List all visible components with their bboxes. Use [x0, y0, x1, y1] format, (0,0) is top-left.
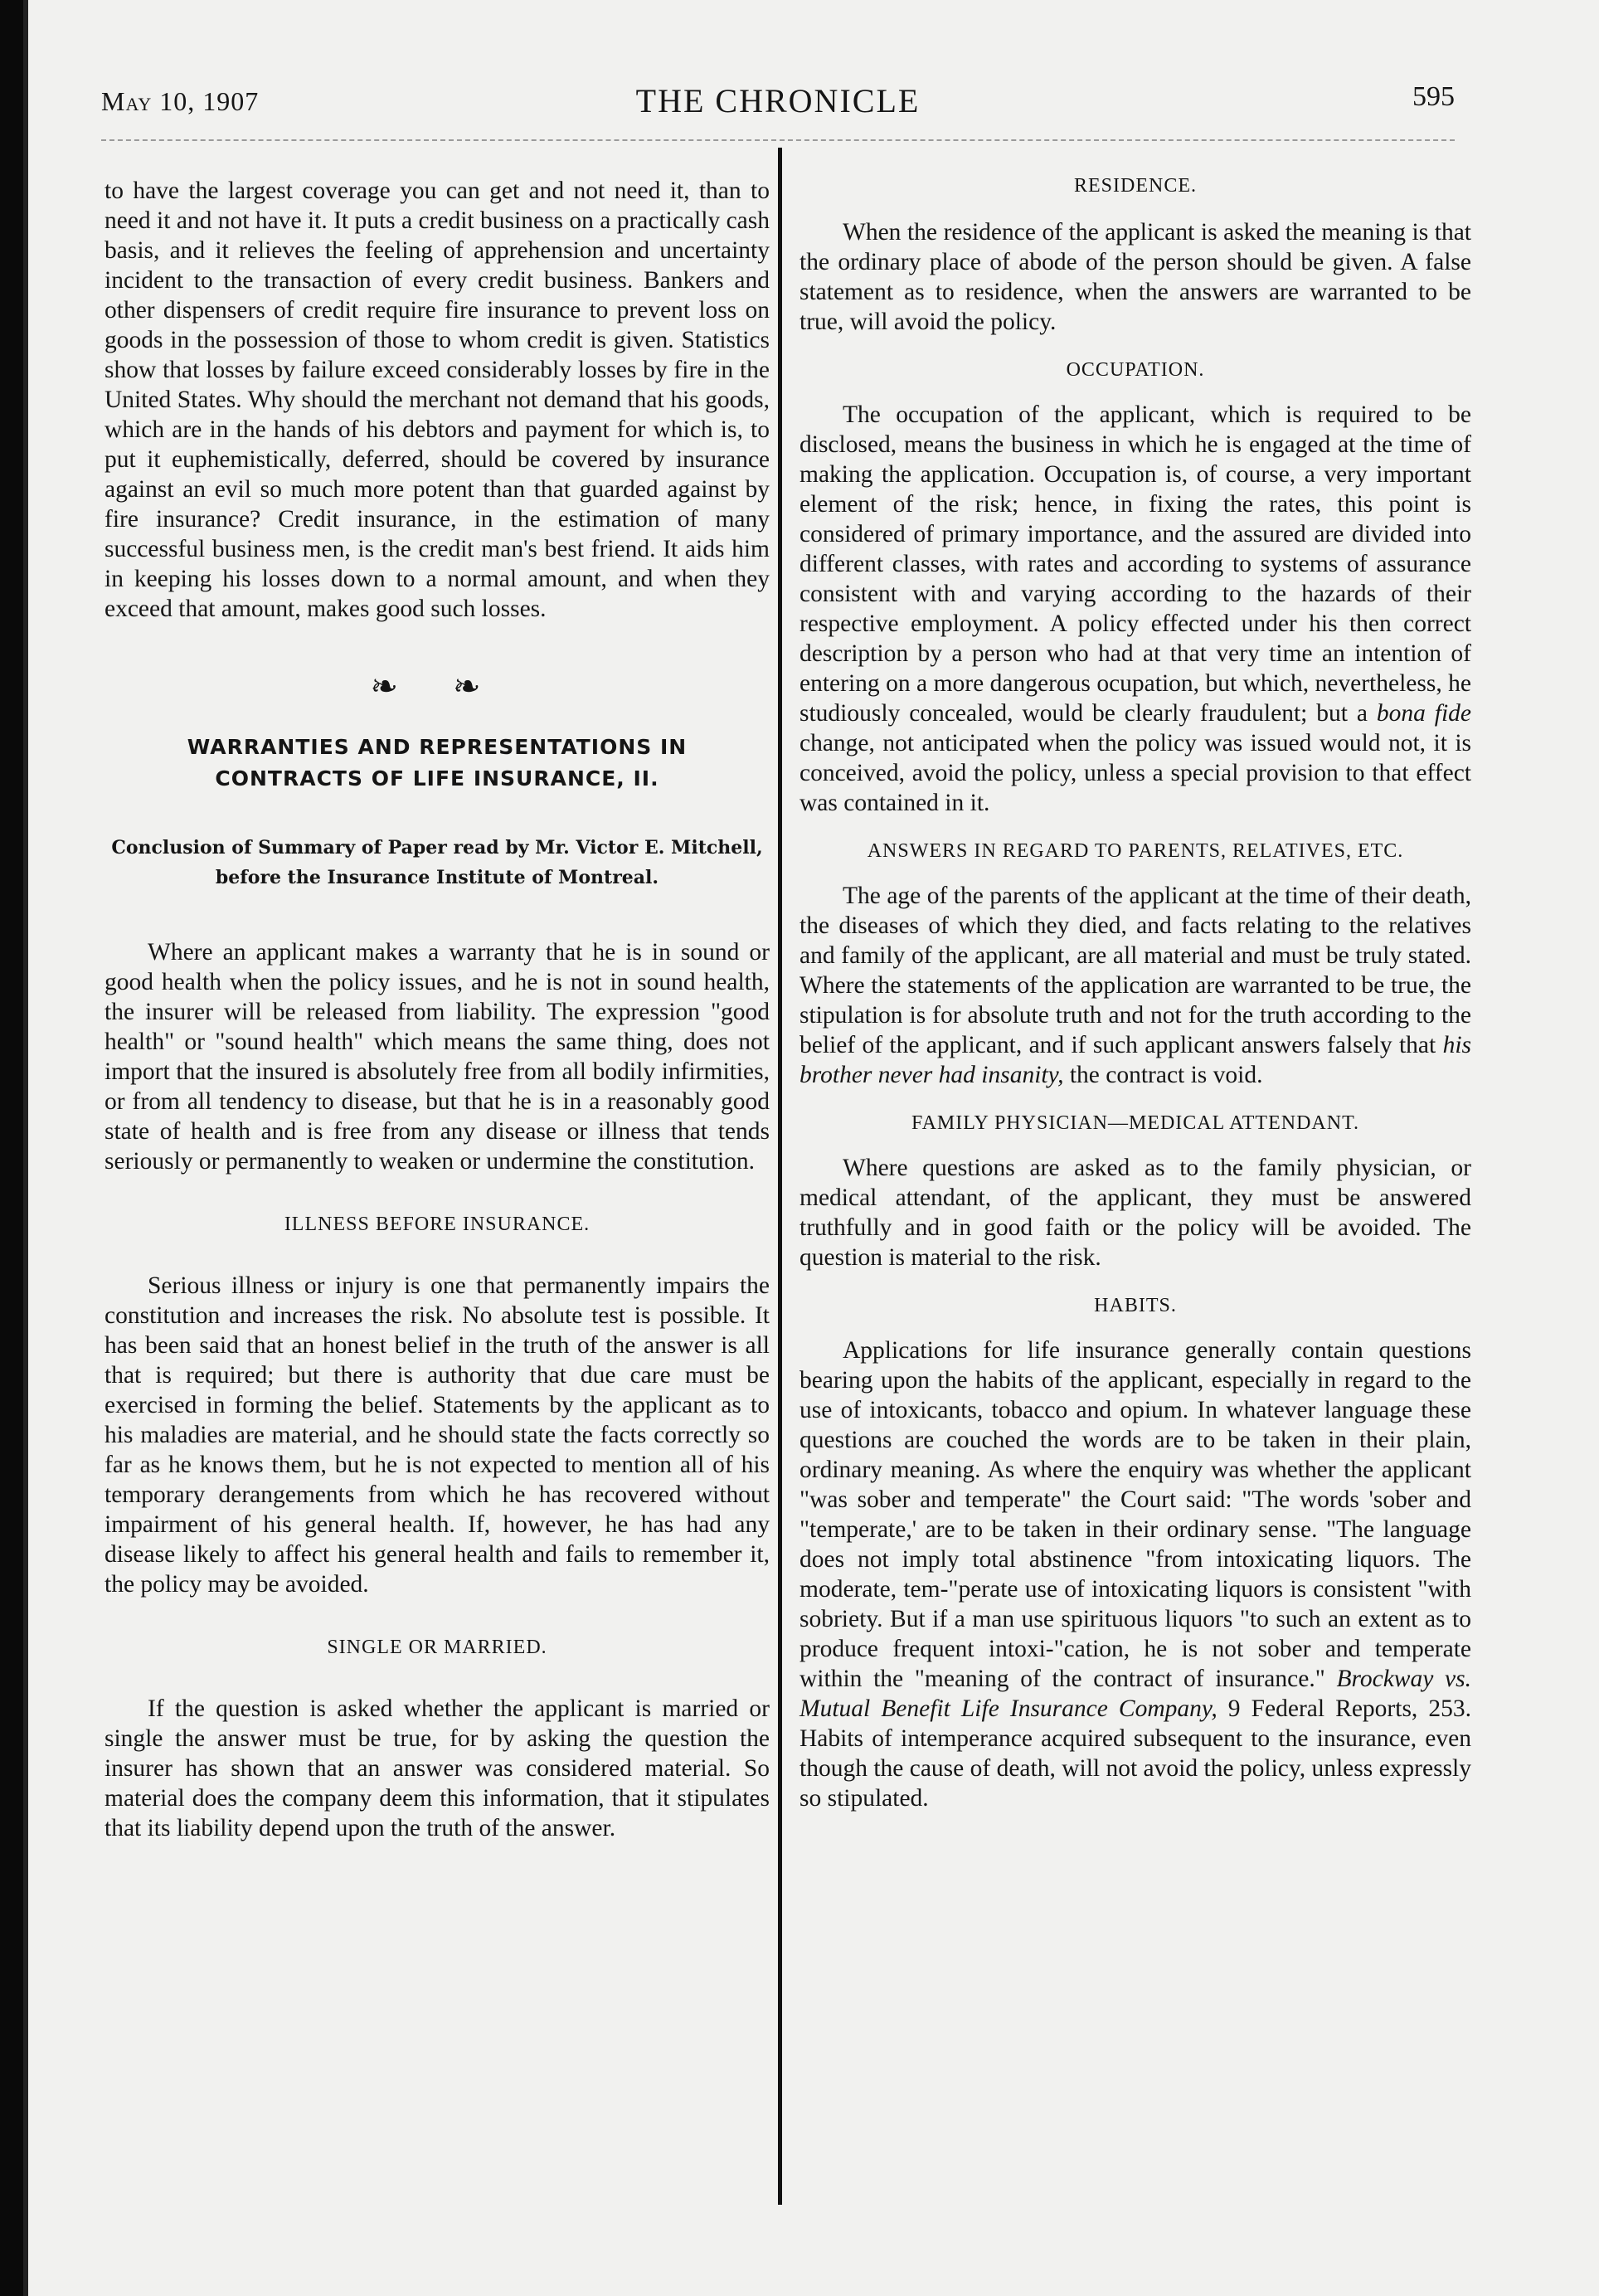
right-column	[800, 171, 1471, 1813]
residence-paragraph: When the residence of the applicant is asked the meaning is that the ordinary place of abode of the person should be given. A false statement as to residence, when the answers are warranted to be true, will avoid the policy.	[800, 219, 1471, 335]
credit-insurance-paragraph: to have the largest coverage you can get and not need it, than to need it and not have it. It puts a credit business on a practically cash basis, and it relieves the feeling of apprehension and uncertainty incident to the transaction of every credit business. Bankers and other dispensers of credit require fire insurance to prevent loss on goods in the possession of those to whom credit is given. Statistics show that losses by failure exceed considerably losses by fire in the United States. Why should the merchant not demand that his goods, which are in the hands of his debtors and payment for which is, to put it euphemistically, deferred, should be covered by insurance against an evil so much more potent than that guarded against by fire insurance? Credit insurance, in the estimation of many successful business men, is the credit man's best friend. It aids him in keeping his losses down to a normal amount, and when they exceed that amount, makes good such losses.	[104, 178, 770, 622]
column-divider	[778, 148, 782, 2205]
issue-date: May 10, 1907	[101, 86, 260, 116]
parents-paragraph	[800, 881, 1471, 1090]
physician-heading: FAMILY PHYSICIAN—MEDICAL ATTENDANT.	[911, 1112, 1359, 1134]
habits-text-a: Applications for life insurance generally contain questions bearing upon the habits of the applicant, especially in regard to the use of intoxicants, tobacco and opium. In whatever language these questions are couched the words are to be taken in their plain, ordinary meaning. As where the enquiry was whether the applicant "was sober and temperate" the Court said: "The words 'sober and "temperate,' are to be taken in their ordinary sense. "The language does not imply total abstinence "from intoxicating liquors. The moderate, tem-"perate use of intoxicating liquors is consistent "with sobriety. But if a man use spirituous liquors "to such an extent as to produce frequent intoxi-"cation, he is not sober and temperate within the "meaning of the contract of insurance."	[800, 1337, 1471, 1692]
single-married-heading: SINGLE OR MARRIED.	[327, 1637, 547, 1658]
section-ornament: ❧ ❧	[370, 668, 504, 705]
habits-italic: Brockway vs. Mutual Benefit Life Insurance Company,	[800, 1666, 1472, 1722]
parents-heading: ANSWERS IN REGARD TO PARENTS, RELATIVES, ETC.	[867, 840, 1404, 862]
occupation-paragraph	[800, 400, 1471, 818]
occupation-text-a: The occupation of the applicant, which is required to be disclosed, means the business in which he is engaged at the time of making the application. Occupation is, of course, a very important element of the risk; hence, in fixing the rates, this point is considered of primary importance, and the assured are divided into different classes, with rates and according to systems of assurance consistent with and varying according to the hazards of their respective employment. A policy effected under his then correct description by a person who had at that very time an intention of entering on a more dangerous ocupation, but which, nevertheless, he studiously concealed, would be clearly fraudulent; but a	[800, 401, 1471, 727]
residence-heading: RESIDENCE.	[1074, 175, 1197, 197]
header-rule	[101, 139, 1455, 141]
habits-heading: HABITS.	[1094, 1295, 1177, 1316]
single-married-paragraph: If the question is asked whether the applicant is married or single the answer must be true, for by asking the question the insurer has shown that an answer was considered material. So material does the company deem this information, that it stipulates that its liability depend upon the truth of the answer.	[104, 1695, 770, 1841]
article-title	[104, 732, 770, 795]
parents-text-b: the contract is void.	[1063, 1062, 1263, 1088]
article-title-line-2: CONTRACTS OF LIFE INSURANCE, II.	[215, 766, 659, 790]
occupation-heading: OCCUPATION.	[1066, 359, 1205, 381]
article-subtitle: Conclusion of Summary of Paper read by Mr. Victor E. Mitchell, before the Insurance Institute of Montreal.	[111, 837, 763, 888]
page-number: 595	[1412, 81, 1455, 112]
habits-text-b: 9 Federal Reports, 253. Habits of intemperance acquired subsequent to the insurance, even though the cause of death, will not avoid the policy, unless expressly so stipulated.	[800, 1695, 1471, 1812]
illness-heading: ILLNESS BEFORE INSURANCE.	[284, 1214, 591, 1235]
occupation-text-b: change, not anticipated when the policy was issued would not, it is conceived, avoid the policy, unless a special provision to that effect was contained in it.	[800, 730, 1471, 816]
left-column	[104, 176, 770, 1843]
parents-italic: his brother never had insanity,	[800, 1032, 1471, 1088]
occupation-italic: bona fide	[1376, 700, 1471, 727]
parents-text-a: The age of the parents of the applicant at the time of their death, the diseases of which they died, and facts relating to the relatives and family of the applicant, are all material and must be truly stated. Where the statements of the application are warranted to be true, the stipulation is for absolute truth and not for the truth according to the belief of the applicant, and if such applicant answers falsely that	[800, 883, 1471, 1058]
publication-title: THE CHRONICLE	[635, 82, 921, 119]
health-paragraph: Where an applicant makes a warranty that he is in sound or good health when the policy issues, and he is not in sound health, the insurer will be released from liability. The expression "good health" or "sound health" which means the same thing, does not import that the insured is absolutely free from all bodily infirmities, or from all tendency to disease, but that he is in a reasonably good state of health and is free from any disease or illness that tends seriously or permanently to weaken or undermine the constitution.	[104, 939, 770, 1175]
habits-paragraph	[800, 1335, 1471, 1813]
illness-paragraph: Serious illness or injury is one that permanently impairs the constitution and increases the risk. No absolute test is possible. It has been said that an honest belief in the truth of the answer is all that is required; but there is authority that due care must be exercised in forming the belief. Statements by the applicant as to his maladies are material, and he should state the facts correctly so far as he knows them, but he is not expected to mention all of his temporary derangements from which he has recovered without impairment of his general health. If, however, he has had any disease likely to affect his general health and fails to remember it, the policy may be avoided.	[104, 1272, 770, 1598]
article-title-line-1: WARRANTIES AND REPRESENTATIONS IN	[187, 735, 688, 759]
physician-paragraph: Where questions are asked as to the family physician, or medical attendant, of the applicant, they must be answered truthfully and in good faith or the policy will be avoided. The question is material to the risk.	[800, 1155, 1471, 1271]
page-header	[101, 76, 1455, 134]
newspaper-page	[23, 0, 1599, 2296]
